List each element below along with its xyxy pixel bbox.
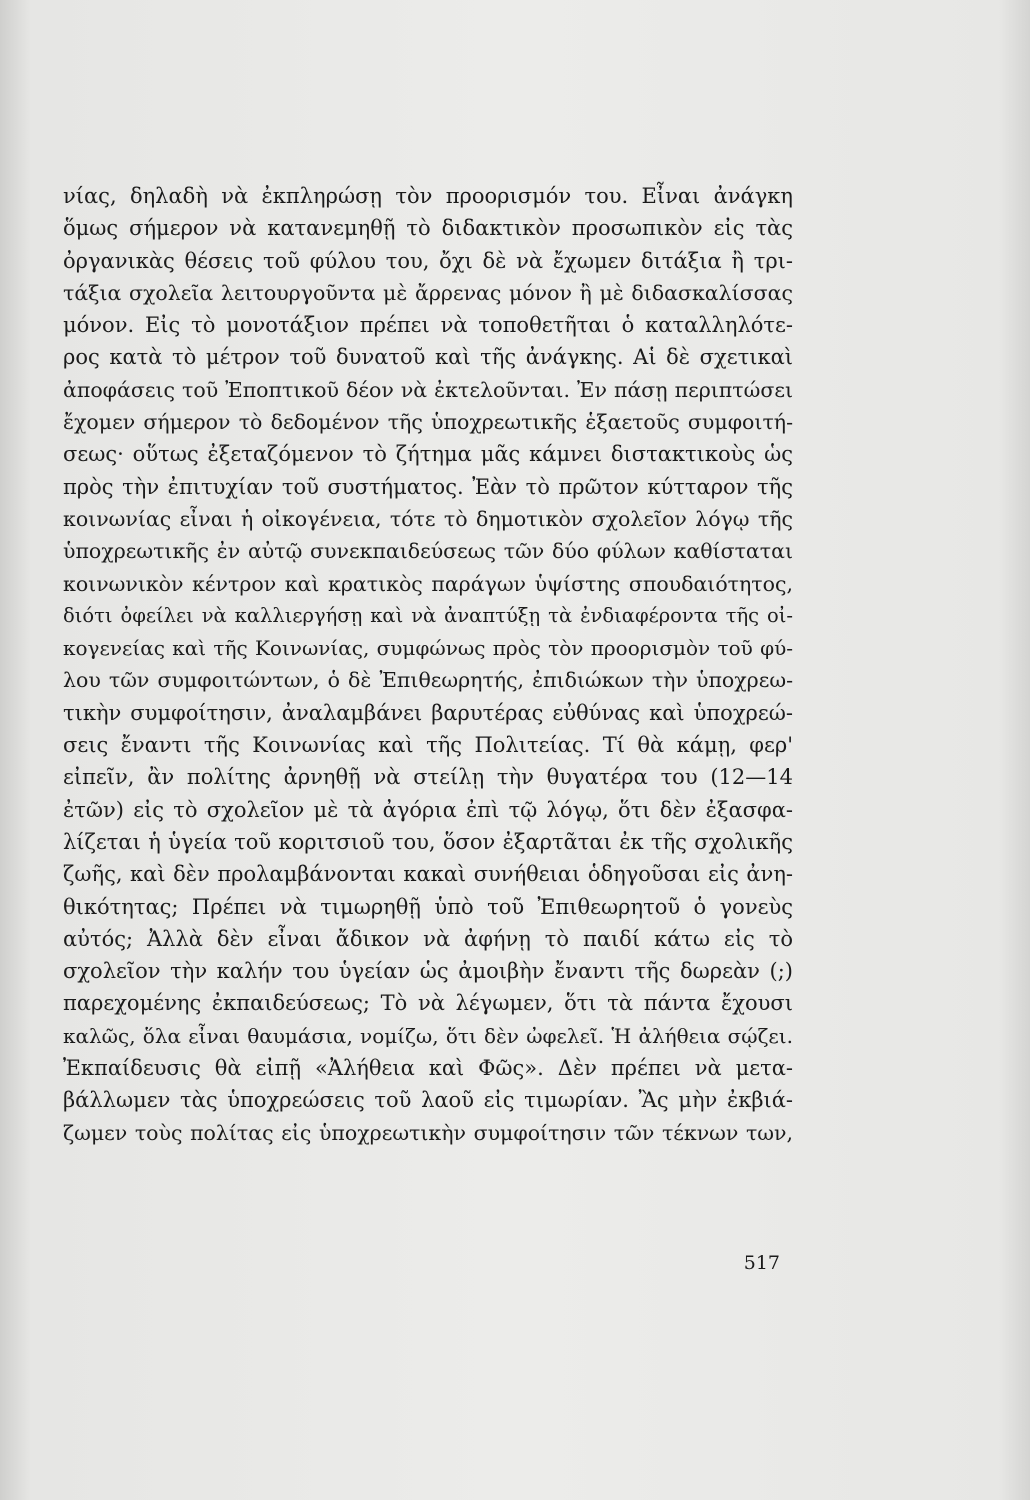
text-line-14: διότι ὀφείλει νὰ καλλιεργήσῃ καὶ νὰ ἀναπτύξῃ τὰ ἐνδιαφέροντα τῆς οἰ- [63,603,793,627]
text-line-20: ἐτῶν) εἰς τὸ σχολεῖον μὲ τὰ ἀγόρια ἐπὶ τῷ λόγῳ, ὅτι δὲν ἐξασφα- [63,797,793,822]
text-line-19: εἰπεῖν, ἂν πολίτης ἀρνηθῇ νὰ στείλῃ τὴν θυγατέρα του (12—14 [63,765,793,790]
text-line-1: νίας, δηλαδὴ νὰ ἐκπληρώσῃ τὸν προορισμόν του. Εἶναι ἀνάγκη [63,184,793,208]
text-line-29: βάλλωμεν τὰς ὑποχρεώσεις τοῦ λαοῦ εἰς τιμωρίαν. Ἂς μὴν ἐκβιά- [63,1088,793,1113]
text-line-28: Ἐκπαίδευσις θὰ εἰπῇ «Ἀλήθεια καὶ Φῶς». Δὲν πρέπει νὰ μετα- [63,1056,793,1081]
text-line-8: ἔχομεν σήμερον τὸ δεδομένον τῆς ὑποχρεωτικῆς ἑξαετοῦς συμφοιτή- [63,410,793,435]
text-line-4: τάξια σχολεῖα λειτουργοῦντα μὲ ἄρρενας μόνον ἢ μὲ διδασκαλίσσας [63,280,793,305]
text-line-2: ὅμως σήμερον νὰ κατανεμηθῇ τὸ διδακτικὸν προσωπικὸν εἰς τὰς [63,216,793,241]
page-number: 517 [743,1252,780,1274]
text-line-22: ζωῆς, καὶ δὲν προλαμβάνονται κακαὶ συνήθειαι ὁδηγοῦσαι εἰς ἀνη- [63,862,793,887]
text-line-30: ζωμεν τοὺς πολίτας εἰς ὑποχρεωτικὴν συμφοίτησιν τῶν τέκνων των, [63,1120,793,1145]
text-line-16: λου τῶν συμφοιτώντων, ὁ δὲ Ἐπιθεωρητής, ἐπιδιώκων τὴν ὑποχρεω- [63,668,793,693]
text-line-17: τικὴν συμφοίτησιν, ἀναλαμβάνει βαρυτέρας εὐθύνας καὶ ὑποχρεώ- [63,700,793,725]
text-line-25: σχολεῖον τὴν καλήν του ὑγείαν ὡς ἀμοιβὴν ἔναντι τῆς δωρεὰν (;) [63,959,793,984]
text-line-21: λίζεται ἡ ὑγεία τοῦ κοριτσιοῦ του, ὅσον ἐξαρτᾶται ἐκ τῆς σχολικῆς [63,829,793,854]
text-line-13: κοινωνικὸν κέντρον καὶ κρατικὸς παράγων ὑψίστης σπουδαιότητος, [63,571,793,596]
text-line-18: σεις ἔναντι τῆς Κοινωνίας καὶ τῆς Πολιτείας. Τί θὰ κάμῃ, φερ' [63,733,793,758]
text-line-5: μόνον. Εἰς τὸ μονοτάξιον πρέπει νὰ τοποθετῆται ὁ καταλληλότε- [63,313,793,338]
text-line-7: ἀποφάσεις τοῦ Ἐποπτικοῦ δέον νὰ ἐκτελοῦνται. Ἐν πάσῃ περιπτώσει [63,377,793,402]
text-line-9: σεως· οὕτως ἐξεταζόμενον τὸ ζήτημα μᾶς κάμνει διστακτικοὺς ὡς [63,442,793,467]
text-line-26: παρεχομένης ἐκπαιδεύσεως; Τὸ νὰ λέγωμεν, ὅτι τὰ πάντα ἔχουσι [63,991,793,1016]
text-line-11: κοινωνίας εἶναι ἡ οἰκογένεια, τότε τὸ δημοτικὸν σχολεῖον λόγῳ τῆς [63,506,793,531]
text-line-3: ὀργανικὰς θέσεις τοῦ φύλου του, ὄχι δὲ νὰ ἔχωμεν διτάξια ἢ τρι- [63,248,793,273]
text-line-15: κογενείας καὶ τῆς Κοινωνίας, συμφώνως πρὸς τὸν προορισμὸν τοῦ φύ- [63,636,793,661]
body-text [63,180,793,1149]
text-line-24: αὐτός; Ἀλλὰ δὲν εἶναι ἄδικον νὰ ἀφήνῃ τὸ παιδί κάτω εἰς τὸ [63,926,793,951]
text-line-27: καλῶς, ὅλα εἶναι θαυμάσια, νομίζω, ὅτι δὲν ὠφελεῖ. Ἡ ἀλήθεια σῴζει. [63,1023,793,1048]
text-line-6: ρος κατὰ τὸ μέτρον τοῦ δυνατοῦ καὶ τῆς ἀνάγκης. Αἱ δὲ σχετικαὶ [63,345,793,370]
text-line-12: ὑποχρεωτικῆς ἐν αὐτῷ συνεκπαιδεύσεως τῶν δύο φύλων καθίσταται [63,539,793,564]
text-line-23: θικότητας; Πρέπει νὰ τιμωρηθῇ ὑπὸ τοῦ Ἐπιθεωρητοῦ ὁ γονεὺς [63,894,793,919]
text-line-10: πρὸς τὴν ἐπιτυχίαν τοῦ συστήματος. Ἐὰν τὸ πρῶτον κύτταρον τῆς [63,474,793,499]
